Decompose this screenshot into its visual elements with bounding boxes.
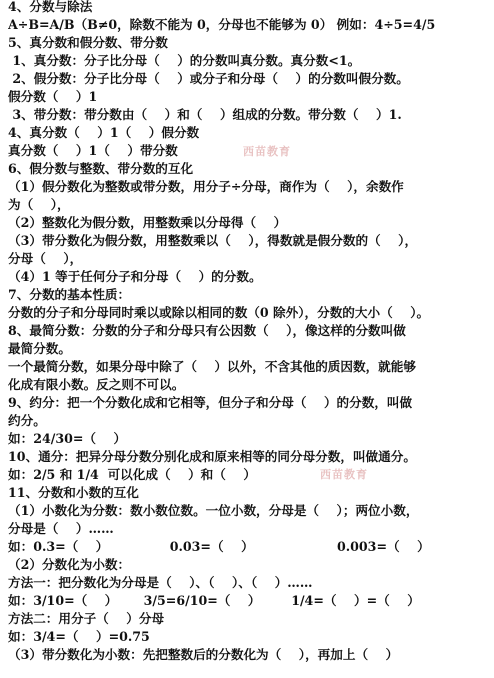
section-heading: 8、最简分数：分数的分子和分母只有公因数（ ），像这样的分数叫做	[8, 323, 406, 338]
text-line: （1）假分数化为整数或带分数，用分子÷分母，商作为（ ），余数作	[8, 179, 404, 194]
text-line: 一个最简分数，如果分母中除了（ ）以外，不含其他的质因数，就能够	[8, 359, 416, 374]
section-heading: 10、通分：把异分母分数分别化成和原来相等的同分母分数，叫做通分。	[8, 449, 416, 464]
text-line: 方法一：把分数化为分母是（ ）、（ ）、（ ）……	[8, 575, 313, 590]
text-line: 真分数（ ）1（ ）带分数	[8, 143, 178, 158]
text-line: 分母（ ），	[8, 251, 83, 266]
text-line: 最简分数。	[8, 341, 71, 356]
section-heading: 4、分数与除法	[8, 0, 93, 14]
text-line: （2）分数化为小数：	[8, 557, 131, 572]
text-line: （3）带分数化为假分数，用整数乘以（ ），得数就是假分数的（ ），	[8, 233, 418, 248]
text-line: 约分。	[8, 413, 46, 428]
watermark-text: 西苗教育	[320, 468, 368, 481]
section-heading: 7、分数的基本性质：	[8, 287, 131, 302]
text-line: 1、真分数：分子比分母（ ）的分数叫真分数。真分数<1。	[8, 53, 361, 68]
text-line: 为（ ），	[8, 197, 70, 212]
text-line: 4、真分数（ ）1（ ）假分数	[8, 125, 200, 140]
text-line: 如：3/4=（ ）=0.75	[8, 629, 150, 644]
text-line: 分数的分子和分母同时乘以或除以相同的数（0 除外），分数的大小（ ）。	[8, 305, 430, 320]
text-line: （3）带分数化为小数：先把整数后的分数化为（ ），再加上（ ）	[8, 647, 399, 662]
text-line: 方法二：用分子（ ）分母	[8, 611, 165, 626]
text-line: 如：24/30=（ ）	[8, 431, 127, 446]
text-line: 如：2/5 和 1/4 可以化成（ ）和（ ）	[8, 467, 256, 482]
text-line: （2）整数化为假分数，用整数乘以分母得（ ）	[8, 215, 287, 230]
section-heading: 9、约分：把一个分数化成和它相等，但分子和分母（ ）的分数，叫做	[8, 395, 413, 410]
text-line: 如：3/10=（ ） 3/5=6/10=（ ） 1/4=（ ）=（ ）	[8, 593, 420, 608]
text-line: 3、带分数：带分数由（ ）和（ ）组成的分数。带分数（ ）1.	[8, 107, 402, 122]
text-line: （4）1 等于任何分子和分母（ ）的分数。	[8, 269, 262, 284]
section-heading: 5、真分数和假分数、带分数	[8, 35, 168, 50]
section-heading: 6、假分数与整数、带分数的互化	[8, 161, 194, 176]
section-heading: 11、分数和小数的互化	[8, 485, 139, 500]
text-line: A÷B=A/B（B≠0，除数不能为 0，分母也不能够为 0） 例如：4÷5=4/5	[8, 17, 436, 32]
watermark-text: 西苗教育	[243, 145, 291, 158]
text-line: 分母是（ ）……	[8, 521, 114, 536]
text-line: 化成有限小数。反之则不可以。	[8, 377, 185, 392]
text-line: （1）小数化为分数：数小数位数。一位小数，分母是（ ）；两位小数，	[8, 503, 419, 518]
text-line: 2、假分数：分子比分母（ ）或分子和分母（ ）的分数叫假分数。	[8, 71, 409, 86]
text-line: 假分数（ ）1	[8, 89, 98, 104]
text-line: 如：0.3=（ ） 0.03=（ ） 0.003=（ ）	[8, 539, 430, 554]
